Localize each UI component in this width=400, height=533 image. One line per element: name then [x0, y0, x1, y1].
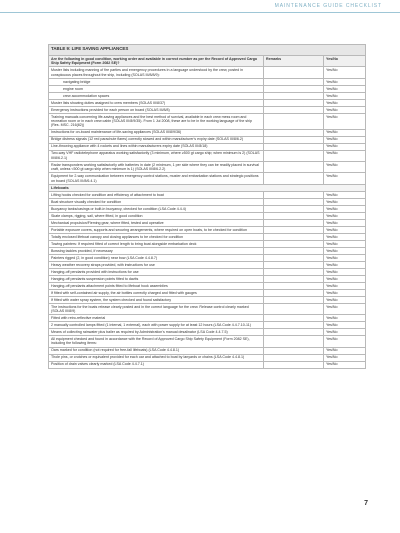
yes-no-cell[interactable]: Yes/No — [324, 233, 366, 240]
checklist-item-text: If fitted with self-contained air supply, the air bottles correctly charged and fitted with gauges — [49, 289, 264, 296]
checklist-item-text: Portable exposure covers, supports and securing arrangements, where required on open boats, to be checked for condition — [49, 226, 264, 233]
yes-no-cell[interactable]: Yes/No — [324, 289, 366, 296]
yes-no-cell[interactable]: Yes/No — [324, 173, 366, 184]
checklist-item-text: Heavy weather recovery straps provided, with instructions for use — [49, 261, 264, 268]
remarks-cell[interactable] — [264, 67, 324, 78]
checklist-item-text: Training manuals concerning life-saving appliances and the best method of survival, available in each crew mess room and recreation room or in each crew cabin (SOLAS III/8/9/35). From 1 Jul 2008, these are to be in the working language of the ship (Res. MSC. 216(82)) — [49, 113, 264, 129]
table-row — [49, 354, 366, 361]
table-row — [49, 289, 366, 296]
checklist-item-text: Boat structure visually checked for condition — [49, 198, 264, 205]
remarks-cell[interactable] — [264, 329, 324, 336]
checklist-item-text: Muster lists showing duties assigned to crew members (SOLAS III/8/37) — [49, 99, 264, 106]
remarks-cell[interactable] — [264, 99, 324, 106]
yes-no-cell[interactable]: Yes/No — [324, 322, 366, 329]
yes-no-cell[interactable]: Yes/No — [324, 282, 366, 289]
checklist-item-text: Emergency instructions provided for each person on board (SOLAS III/8/8) — [49, 106, 264, 113]
remarks-cell[interactable] — [264, 85, 324, 92]
remarks-cell[interactable] — [264, 247, 324, 254]
column-header-item: Are the following in good condition, working order and available in correct number as per the Record of Approved Cargo Ship Safety Equipment (Form 2082 SE)? — [49, 56, 264, 67]
checklist-item-text: Thole pins, or crutches or equivalent provided for each oar and attached to boat by lanyards or chains (LSA Code 4.4.8.1) — [49, 354, 264, 361]
yes-no-cell[interactable]: Yes/No — [324, 296, 366, 303]
checklist-item-text: If fitted with water spray system, the system checked and found satisfactory — [49, 296, 264, 303]
remarks-cell[interactable] — [264, 226, 324, 233]
remarks-cell[interactable] — [264, 322, 324, 329]
table-row — [49, 261, 366, 268]
remarks-cell[interactable] — [264, 336, 324, 347]
section-header-row — [49, 184, 366, 191]
yes-no-cell[interactable]: Yes/No — [324, 336, 366, 347]
yes-no-cell[interactable]: Yes/No — [324, 254, 366, 261]
table-row — [49, 198, 366, 205]
remarks-cell[interactable] — [264, 106, 324, 113]
yes-no-cell[interactable]: Yes/No — [324, 85, 366, 92]
column-header-yesno: Yes/No — [324, 56, 366, 67]
table-row — [49, 99, 366, 106]
yes-no-cell[interactable]: Yes/No — [324, 78, 366, 85]
checklist-item-text: navigating bridge — [49, 78, 264, 85]
table-row — [49, 85, 366, 92]
remarks-cell[interactable] — [264, 233, 324, 240]
remarks-cell[interactable] — [264, 143, 324, 150]
yes-no-cell[interactable]: Yes/No — [324, 329, 366, 336]
remarks-cell[interactable] — [264, 361, 324, 368]
checklist-item-text: crew accommodation spaces — [49, 92, 264, 99]
yes-no-cell[interactable]: Yes/No — [324, 67, 366, 78]
checklist-item-text: Buoyancy tanks/casings or built-in buoyancy, checked for condition (LSA Code 4.4.4) — [49, 205, 264, 212]
table-row — [49, 233, 366, 240]
remarks-cell[interactable] — [264, 113, 324, 129]
checklist-item-text: Bowsing tackles provided, if necessary — [49, 247, 264, 254]
checklist-item-text: Two-way VHF radiotelephone apparatus working satisfactorily (3 minimum, where ≥500 gt cargo ship; when minimum is 2) (SOLAS III/8/6.2.1) — [49, 150, 264, 161]
yes-no-cell[interactable]: Yes/No — [324, 92, 366, 99]
remarks-cell[interactable] — [264, 162, 324, 173]
checklist-item-text: 2 manually controlled lamps fitted (1 internal, 1 external), each with power supply for at least 12 hours (LSA Code 4.4.7.10-11) — [49, 322, 264, 329]
checklist-item-text: Totally enclosed lifeboat canopy and closing appliances to be checked for condition — [49, 233, 264, 240]
remarks-cell[interactable] — [264, 240, 324, 247]
checklist-item-text: Oars marked for condition (not required for free-fall lifeboats) (LSA Code 4.4.8.1) — [49, 347, 264, 354]
table-row — [49, 254, 366, 261]
remarks-cell[interactable] — [264, 289, 324, 296]
yes-no-cell[interactable]: Yes/No — [324, 268, 366, 275]
checklist-item-text: Radar transponders working satisfactorily with batteries in date (2 minimum, 1 per side where they can be readily placed in survival craft, unless <500 gt cargo ship when minimum is 1) (SOLAS III/8/6.2.2) — [49, 162, 264, 173]
yes-no-cell[interactable]: Yes/No — [324, 205, 366, 212]
yes-no-cell[interactable]: Yes/No — [324, 219, 366, 226]
header-divider — [0, 12, 400, 13]
checklist-item-text: Muster lists including manning of fire parties and emergency procedures in a language understood by the crew, posted in conspicuous places throughout the ship, including (SOLAS III/8/8/9): — [49, 67, 264, 78]
remarks-cell[interactable] — [264, 275, 324, 282]
checklist-item-text: Hanging-off pendants attachment points fitted to lifeboat hook assemblies — [49, 282, 264, 289]
table-row — [49, 226, 366, 233]
checklist-item-text: Hanging-off pendants provided with instructions for use — [49, 268, 264, 275]
table-header-row — [49, 56, 366, 67]
table-row — [49, 247, 366, 254]
remarks-cell[interactable] — [264, 173, 324, 184]
checklist-item-text: Bridge distress signals (12 red parachute flares) correctly stowed and within manufacturer's expiry date (SOLAS III/8/6.2) — [49, 136, 264, 143]
checklist-item-text: Instructions for on-board maintenance of life-saving appliances (SOLAS III/8/9/36) — [49, 129, 264, 136]
remarks-cell[interactable] — [264, 92, 324, 99]
checklist-item-text: Lifting hooks checked for condition and efficiency of attachment to boat — [49, 191, 264, 198]
checklist-item-text: engine room — [49, 85, 264, 92]
table-row — [49, 191, 366, 198]
yes-no-cell[interactable]: Yes/No — [324, 261, 366, 268]
table-row — [49, 143, 366, 150]
checklist-item-text: Painters rigged (2, in good condition) near bow (LSA Code 4.4.8.7) — [49, 254, 264, 261]
table-row — [49, 322, 366, 329]
yes-no-cell[interactable]: Yes/No — [324, 106, 366, 113]
remarks-cell[interactable] — [264, 78, 324, 85]
column-header-remarks: Remarks — [264, 56, 324, 67]
remarks-cell[interactable] — [264, 129, 324, 136]
table-row — [49, 150, 366, 161]
table-row — [49, 106, 366, 113]
table-row — [49, 78, 366, 85]
remarks-cell[interactable] — [264, 261, 324, 268]
page-header — [0, 0, 400, 12]
checklist-item-text: Means of collecting rainwater plus bailer as required by Administration's manual desalinator (LSA Code 4.4.7.5) — [49, 329, 264, 336]
table-row — [49, 113, 366, 129]
table-row — [49, 212, 366, 219]
remarks-cell[interactable] — [264, 303, 324, 314]
remarks-cell[interactable] — [264, 136, 324, 143]
checklist-item-text: All equipment checked and found in accordance with the Record of Approved Cargo Ship Safety Equipment (Form 2082 SE), including the following items: — [49, 336, 264, 347]
remarks-cell[interactable] — [264, 315, 324, 322]
remarks-cell[interactable] — [264, 212, 324, 219]
table-row — [49, 347, 366, 354]
table-row — [49, 219, 366, 226]
yes-no-cell[interactable]: Yes/No — [324, 240, 366, 247]
table-row — [49, 329, 366, 336]
table-row — [49, 282, 366, 289]
checklist-item-text: Position of drain valves clearly marked (LSA Code 4.4.7.1) — [49, 361, 264, 368]
yes-no-cell[interactable]: Yes/No — [324, 212, 366, 219]
remarks-cell[interactable] — [264, 191, 324, 198]
yes-no-cell[interactable]: Yes/No — [324, 191, 366, 198]
remarks-cell[interactable] — [264, 354, 324, 361]
yes-no-cell[interactable]: Yes/No — [324, 129, 366, 136]
checklist-item-text: Skate clamps, rigging, sail, where fitted, in good condition — [49, 212, 264, 219]
table-title: TABLE 9: LIFE SAVING APPLIANCES — [49, 45, 366, 56]
remarks-cell[interactable] — [264, 347, 324, 354]
table-row — [49, 336, 366, 347]
remarks-cell[interactable] — [264, 198, 324, 205]
table-row — [49, 240, 366, 247]
table-row — [49, 361, 366, 368]
yes-no-cell[interactable]: Yes/No — [324, 354, 366, 361]
yes-no-cell[interactable]: Yes/No — [324, 347, 366, 354]
table-row — [49, 129, 366, 136]
checklist-item-text: Towing painters: If required fitted of correct length to bring boat alongside embarkation deck — [49, 240, 264, 247]
page-number: 7 — [364, 500, 368, 507]
table-title-row — [49, 45, 366, 56]
remarks-cell[interactable] — [264, 205, 324, 212]
yes-no-cell[interactable]: Yes/No — [324, 361, 366, 368]
yes-no-cell[interactable]: Yes/No — [324, 99, 366, 106]
table-row — [49, 67, 366, 78]
table-row — [49, 303, 366, 314]
remarks-cell[interactable] — [264, 296, 324, 303]
checklist-item-text: The instructions for the boats release clearly posted and in the correct language for the crew. Release control clearly marked (SOLAS III/8/9) — [49, 303, 264, 314]
section-lifeboats-title: Lifeboats — [49, 184, 366, 191]
table-row — [49, 315, 366, 322]
yes-no-cell[interactable]: Yes/No — [324, 136, 366, 143]
yes-no-cell[interactable]: Yes/No — [324, 113, 366, 129]
yes-no-cell[interactable]: Yes/No — [324, 315, 366, 322]
yes-no-cell[interactable]: Yes/No — [324, 247, 366, 254]
yes-no-cell[interactable]: Yes/No — [324, 143, 366, 150]
remarks-cell[interactable] — [264, 254, 324, 261]
remarks-cell[interactable] — [264, 268, 324, 275]
table-row — [49, 268, 366, 275]
remarks-cell[interactable] — [264, 150, 324, 161]
remarks-cell[interactable] — [264, 219, 324, 226]
checklist-item-text: Fitted with retro-reflective material — [49, 315, 264, 322]
checklist-item-text: Line-throwing appliance with 4 rockets and lines within manufacturers expiry date (SOLAS III/8/18) — [49, 143, 264, 150]
yes-no-cell[interactable]: Yes/No — [324, 162, 366, 173]
table-row — [49, 205, 366, 212]
checklist-item-text: Mechanical propulsion/Fleming gear, where fitted, tested and operative — [49, 219, 264, 226]
table-row — [49, 275, 366, 282]
table-row — [49, 136, 366, 143]
remarks-cell[interactable] — [264, 282, 324, 289]
yes-no-cell[interactable]: Yes/No — [324, 303, 366, 314]
table-row — [49, 92, 366, 99]
table-row — [49, 173, 366, 184]
table-row — [49, 162, 366, 173]
yes-no-cell[interactable]: Yes/No — [324, 226, 366, 233]
life-saving-appliances-table — [48, 44, 366, 369]
header-title: MAINTENANCE GUIDE CHECKLIST — [274, 3, 382, 9]
yes-no-cell[interactable]: Yes/No — [324, 150, 366, 161]
checklist-item-text: Equipment for 2-way communication between emergency control stations, muster and embarkation stations and strategic positions on board (SOLAS III/8/6.4.1) — [49, 173, 264, 184]
checklist-item-text: Hanging-off pendants suspension points fitted to davits — [49, 275, 264, 282]
yes-no-cell[interactable]: Yes/No — [324, 198, 366, 205]
table-row — [49, 296, 366, 303]
yes-no-cell[interactable]: Yes/No — [324, 275, 366, 282]
